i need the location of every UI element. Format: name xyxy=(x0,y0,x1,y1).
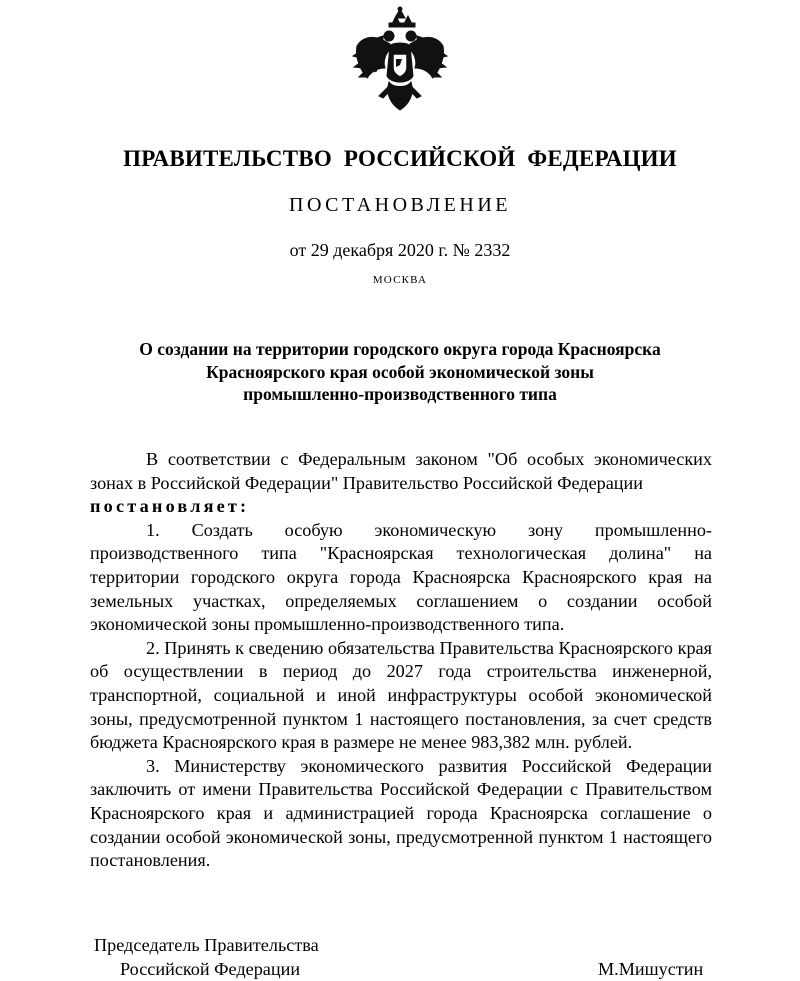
preamble-paragraph: В соответствии с Федеральным законом "Об особых экономических зонах в Российской Федерации" Правительство Российской Федерации xyxy=(90,449,712,493)
decree-item-3: 3. Министерству экономического развития Российской Федерации заключить от имени Правительства Российской Федерации с Правительством Красноярского края и администрацией города Красноярска соглашение о создании особой экономической зоны, предусмотренной пунктом 1 настоящего постановления. xyxy=(90,755,712,871)
signatory-position-line: Российской Федерации xyxy=(120,959,301,979)
government-title: ПРАВИТЕЛЬСТВО РОССИЙСКОЙ ФЕДЕРАЦИИ xyxy=(123,146,677,171)
decree-word: постановляет: xyxy=(90,496,250,517)
subject-line: промышленно-производственного типа xyxy=(243,384,557,404)
signatory-name: М.Мишустин xyxy=(598,959,704,979)
document-subject xyxy=(90,338,710,406)
document-date-number: от 29 декабря 2020 г. № 2332 xyxy=(289,240,511,260)
document-city: МОСКВА xyxy=(372,274,428,286)
coat-of-arms-icon xyxy=(345,6,455,128)
signatory-position xyxy=(94,933,319,981)
document-body xyxy=(90,448,712,873)
signatory-position-line: Председатель Правительства xyxy=(94,935,319,955)
decree-item-2: 2. Принять к сведению обязательства Правительства Красноярского края об осуществлении в период до 2027 года строительства инженерной, транспортной, социальной и иной инфраструктуры особой экономической зоны, предусмотренной пунктом 1 настоящего постановления, за счет средств бюджета Красноярского края в размере не менее 983,382 млн. рублей. xyxy=(90,637,712,753)
subject-line: Красноярского края особой экономической зоны xyxy=(206,361,594,382)
subject-line: О создании на территории городского округа города Красноярска xyxy=(139,339,661,359)
document-type: ПОСТАНОВЛЕНИЕ xyxy=(289,194,511,216)
decree-item-1: 1. Создать особую экономическую зону промышленно-производственного типа "Красноярская технологическая долина" на территории городского округа города Красноярска Красноярского края на земельных участках, определяемых соглашением о создании особой экономической зоны промышленно-производственного типа. xyxy=(90,519,712,635)
